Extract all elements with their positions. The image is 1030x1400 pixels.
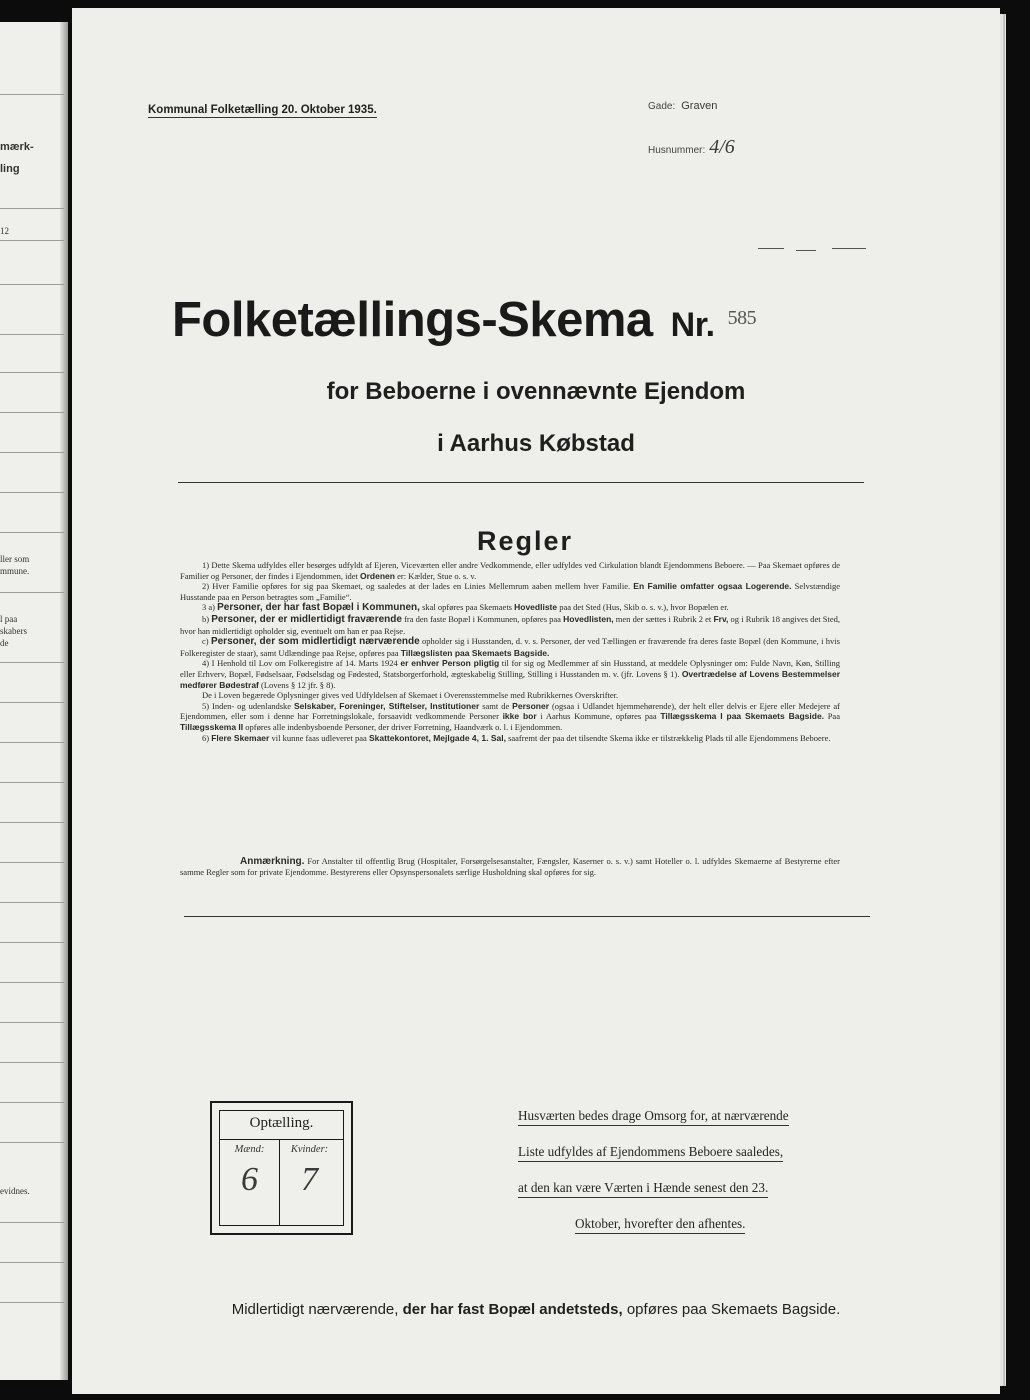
gade-value: Graven — [681, 100, 718, 112]
left-rule — [0, 208, 64, 209]
rule-4-note: De i Loven begærede Oplysninger gives ved Udfyldelsen af Skemaet i Overensstemmelse med Rubrikkernes Overskrifter. — [202, 690, 619, 701]
left-rule — [0, 982, 64, 983]
notice-line-4: Oktober, hvorefter den afhentes. — [575, 1216, 745, 1234]
rule-3b: b) Personer, der er midlertidigt fraværende fra den faste Bopæl i Kommunen, opføres paa Hovedlisten, men der sættes i Rubrik 2 et Frv, og i Rubrik 18 angives det Sted, hvor han midlertidigt opholder sig, eventuelt om han er paa Rejse. — [180, 613, 840, 636]
count-box-inner — [219, 1110, 344, 1226]
section-divider — [178, 482, 864, 483]
count-box — [210, 1101, 353, 1235]
dash-mark — [758, 248, 784, 249]
left-fragment: de — [0, 638, 9, 648]
husnummer-value: 4/6 — [709, 136, 735, 158]
notice-line-1: Husværten bedes drage Omsorg for, at nærværende — [518, 1108, 789, 1126]
left-rule — [0, 240, 64, 241]
rule-4: 4) I Henhold til Lov om Folkeregistre af 14. Marts 1924 er enhver Person pligtig til for sig og Medlemmer af sin Husstand, at meddele Oplysninger om: Fulde Navn, Køn, Stilling eller Erhverv, Bopæl, Fødselsaar, Fødselsdag og Fødested, Statsborgerforhold, ægteskabelig Stilling, Stilling i Husstanden m. v. (jfr. Lovens § 1). Overtrædelse af Lovens Bestemmelser medfører Bødestraf (Lovens § 12 jfr. § 8). — [180, 658, 841, 690]
census-form-page — [72, 8, 1000, 1394]
left-rule — [0, 782, 64, 783]
left-rule — [0, 334, 64, 335]
subtitle-line1: for Beboerne i ovennævnte Ejendom — [326, 378, 746, 405]
left-rule — [0, 94, 64, 95]
left-rule — [0, 452, 64, 453]
left-rule — [0, 412, 64, 413]
left-fragment: l paa — [0, 614, 18, 624]
dash-mark — [796, 250, 816, 251]
left-fragment: mærk- — [0, 141, 34, 153]
anmaerkning-note — [180, 856, 840, 878]
rule-5: 5) Inden- og udenlandske Selskaber, Foreninger, Stiftelser, Institutioner samt de Personer (ogsaa i Udlandet hjemmehørende), der helt eller delvis er Ejere eller Medejere af Ejendommen, eller som i denne har Forretningslokale, forsaavidt vedkommende Personer ikke bor i Aarhus Kommune, opføres paa Tillægsskema I paa Skemaets Bagside. Paa Tillægsskema II opføres alle indenbysboende Personer, der driver Forretning, Haandværk o. l. i Ejendommen. — [180, 700, 840, 732]
kvinder-value: 7 — [301, 1161, 318, 1198]
left-fragment: skabers — [0, 626, 27, 636]
left-rule — [0, 592, 64, 593]
rules-text — [180, 560, 840, 743]
left-fragment: 12 — [0, 226, 9, 236]
left-fragment: mmune. — [0, 566, 30, 576]
rule-3a: 3 a) Personer, der har fast Bopæl i Kommunen, skal opføres paa Skemaets Hovedliste paa det Sted (Hus, Skib o. s. v.), hvor Bopælen er. — [202, 602, 729, 614]
left-rule — [0, 1302, 64, 1303]
dash-mark — [832, 248, 866, 249]
left-fragment: ller som — [0, 554, 30, 564]
left-rule — [0, 1262, 64, 1263]
left-rule — [0, 1022, 64, 1023]
left-rule — [0, 1142, 64, 1143]
rule-2: 2) Hver Familie opføres for sig paa Skemaet, og saaledes at der lades en Linies Mellemrum aaben mellem hver Familie. En Familie omfatter ogsaa Logerende. Selvstændige Husstande paa en Person betragtes som „Familie“. — [180, 581, 840, 602]
left-fragment: evidnes. — [0, 1186, 30, 1196]
footer-part-2: der har fast Bopæl andetsteds, — [402, 1301, 623, 1318]
left-rule — [0, 532, 64, 533]
rule-3c: c) Personer, der som midlertidigt nærværende opholder sig i Husstanden, d. v. s. Personer, der ved Tællingen er fraværende fra deres faste Bopæl (den Kommune, i hvis Folkeregister de staar), samt Udlændinge paa Rejse, opføres paa Tillægslisten paa Skemaets Bagside. — [180, 636, 840, 658]
count-divider — [220, 1139, 343, 1140]
maend-value: 6 — [241, 1161, 258, 1198]
rule-6: 6) Flere Skemaer vil kunne faas udleveret paa Skattekontoret, Mejlgade 4, 1. Sal, saafremt der paa det tilsendte Skema ikke er tilstrækkelig Plads til alle Ejendommens Beboere. — [202, 732, 831, 743]
section-divider — [184, 916, 870, 917]
left-rule — [0, 822, 64, 823]
left-rule — [0, 662, 64, 663]
left-rule — [0, 1222, 64, 1223]
left-fragment: ling — [0, 163, 20, 175]
left-rule — [0, 942, 64, 943]
previous-page-strip — [0, 22, 68, 1380]
left-rule — [0, 702, 64, 703]
form-title-main: Folketællings-Skema — [172, 293, 653, 347]
form-title — [172, 292, 756, 348]
footer-part-3: opføres paa Skemaets Bagside. — [622, 1301, 841, 1318]
gade-label: Gade: — [648, 101, 676, 112]
husnummer-label: Husnummer: — [648, 145, 706, 156]
left-rule — [0, 742, 64, 743]
anmaerkning-text: For Anstalter til offentlig Brug (Hospitaler, Forsørgelsesanstalter, Fængsler, Kaserner o. s. v.) samt Hoteller o. l. udfyldes Skemaerne af Bestyrerne efter samme Regler som for private Ejendomme. Bestyrerens eller Opsynspersonalets særlige Husholdning skal opføres for sig. — [180, 856, 840, 877]
left-rule — [0, 1062, 64, 1063]
subtitle-line2: i Aarhus Købstad — [437, 430, 635, 457]
left-rule — [0, 1102, 64, 1103]
page-fold — [60, 22, 68, 1380]
husnummer-field — [648, 136, 735, 159]
gade-field — [648, 100, 717, 112]
maend-label: Mænd: — [234, 1144, 265, 1155]
anmaerkning-label: Anmærkning. — [240, 856, 305, 867]
left-rule — [0, 284, 64, 285]
left-rule — [0, 902, 64, 903]
left-rule — [0, 862, 64, 863]
form-number-value: 585 — [727, 307, 757, 329]
notice-line-3: at den kan være Værten i Hænde senest den 23. — [518, 1180, 768, 1198]
left-rule — [0, 492, 64, 493]
regler-heading: Regler — [476, 526, 574, 556]
rule-1: 1) Dette Skema udfyldes eller besørges udfyldt af Ejeren, Viceværten eller andre Vedkommende, eller udfyldes ved Cirkulation blandt Ejendommens Beboere. — Paa Skemaet opføres de Familier og Personer, der findes i Ejendommen, idet Ordenen er: Kælder, Stue o. s. v. — [180, 560, 840, 581]
count-title: Optælling. — [249, 1115, 314, 1131]
footer-note — [72, 1301, 1000, 1318]
kvinder-label: Kvinder: — [290, 1144, 329, 1155]
census-header: Kommunal Folketælling 20. Oktober 1935. — [148, 104, 377, 116]
notice-line-2: Liste udfyldes af Ejendommens Beboere saaledes, — [518, 1144, 783, 1162]
footer-part-1: Midlertidigt nærværende, — [231, 1301, 403, 1318]
form-number-label: Nr. — [670, 306, 715, 344]
left-rule — [0, 372, 64, 373]
